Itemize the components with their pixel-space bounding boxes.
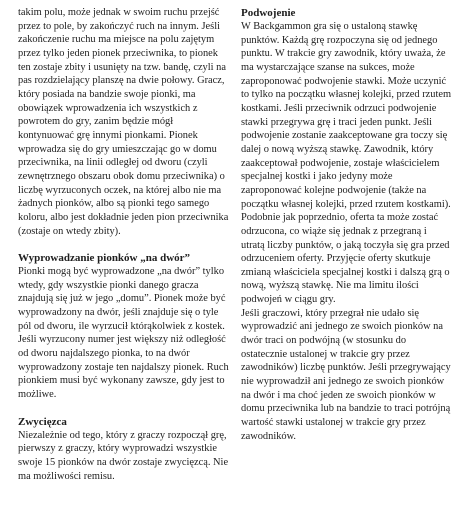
paragraph-doubling: W Backgammon gra się o ustaloną stawkę punktów. Każdą grę rozpoczyna się od jednego punktu. W trakcie gry zawodnik, który uważa, że ma wystarczające szanse na sukces, może zaproponować podwojenie stawki. Może uczynić to tylko na początku własnej kolejki, przed rzutem kostkami. Jeśli przeciwnik odrzuci podwojenie stawki przegrywa grę i traci jeden punkt. Jeśli podwojenie zostanie zaakceptowane gra toczy się dalej o nową wyższą stawkę. Zawodnik, który zaakceptował podwojenie, zostaje właścicielem specjalnej kostki i jako jedyny może zaproponować kolejne podwojenie (także na początku własnej kolejki, przed rzutem kostkami). Podobnie jak poprzednio, oferta ta może zostać odrzucona, co wiąże się jednak z przegraną i utratą liczby punktów, o jaką toczyła się gra przed odrzuceniem oferty. Przyjęcie oferty skutkuje zmianą właściciela specjalnej kostki i dalszą grą o nową, wyższą stawkę. Nie ma limitu ilości podwojeń w ciągu gry. — [241, 21, 452, 306]
heading-bearing-off: Wyprowadzanie pionków „na dwór” — [18, 252, 191, 265]
paragraph-capture-rules: takim polu, może jednak w swoim ruchu przejść przez to pole, by zakończyć ruch na innym. Jeśli zakończenie ruchu ma miejsce na polu zajętym przez tylko jeden pionek przeciwnika, to pionek ten zostaje zbity i usunięty na tzw. bandę, czyli na pas rozdzielający planszę na dwie połowy. Gracz, który posiada na bandzie swoje pionki, ma obowiązek wprowadzenia ich wszystkich z powrotem do gry, zanim będzie mógł kontynuować grę innymi pionkami. Pionek wprowadza się do gry umieszczając go w domu przeciwnika, na linii odległej od dworu (czyli zewnętrznego obszaru obok domu przeciwnika) o liczbę wyrzuconych oczek, na której albo nie ma żadnych pionków, albo są pionki tego samego koloru, albo jest dokładnie jeden pion przeciwnika (zostaje on wtedy zbity). — [18, 7, 229, 237]
paragraph-gammon-backgammon: Jeśli graczowi, który przegrał nie udało się wyprowadzić ani jednego ze swoich pionków na dwór traci on podwójną (w stosunku do ostatecznie ustalonej w trakcie gry przez zawodników) liczbę punktów. Jeśli przegrywający nie wyprowadził ani jednego ze swoich pionków na dwór i ma choć jeden ze swoich pionków w domu przeciwnika lub na bandzie to traci potrójną wartość stawki ustalonej w trakcie gry przez zawodników. — [241, 307, 451, 442]
paragraph-bearing-off: Pionki mogą być wyprowadzone „na dwór” tylko wtedy, gdy wszystkie pionki danego gracza znajdują się już w jego „domu”. Pionek może być wyprowadzony na dwór, jeśli znajduje się o tyle pól od dworu, ile wyrzucił którąkolwiek z kostek. Jeśli wyrzucony numer jest większy niż odległość od dworu najdalszego pionka, to na dwór wyprowadzony zostaje ten najdalszy pionek. Ruch pionkiem musi być wykonany zawsze, gdy jest to możliwe. — [18, 266, 229, 401]
paragraph-winner: Niezależnie od tego, który z graczy rozpoczął grę, pierwszy z graczy, który wyprowadzi wszystkie swoje 15 pionków na dwór zostaje zwycięzcą. Nie ma możliwości remisu. — [18, 429, 229, 482]
heading-winner: Zwycięzca — [18, 415, 67, 428]
left-column — [18, 6, 229, 483]
heading-doubling: Podwojenie — [241, 7, 296, 19]
two-column-layout — [18, 6, 452, 483]
right-column — [241, 6, 452, 483]
